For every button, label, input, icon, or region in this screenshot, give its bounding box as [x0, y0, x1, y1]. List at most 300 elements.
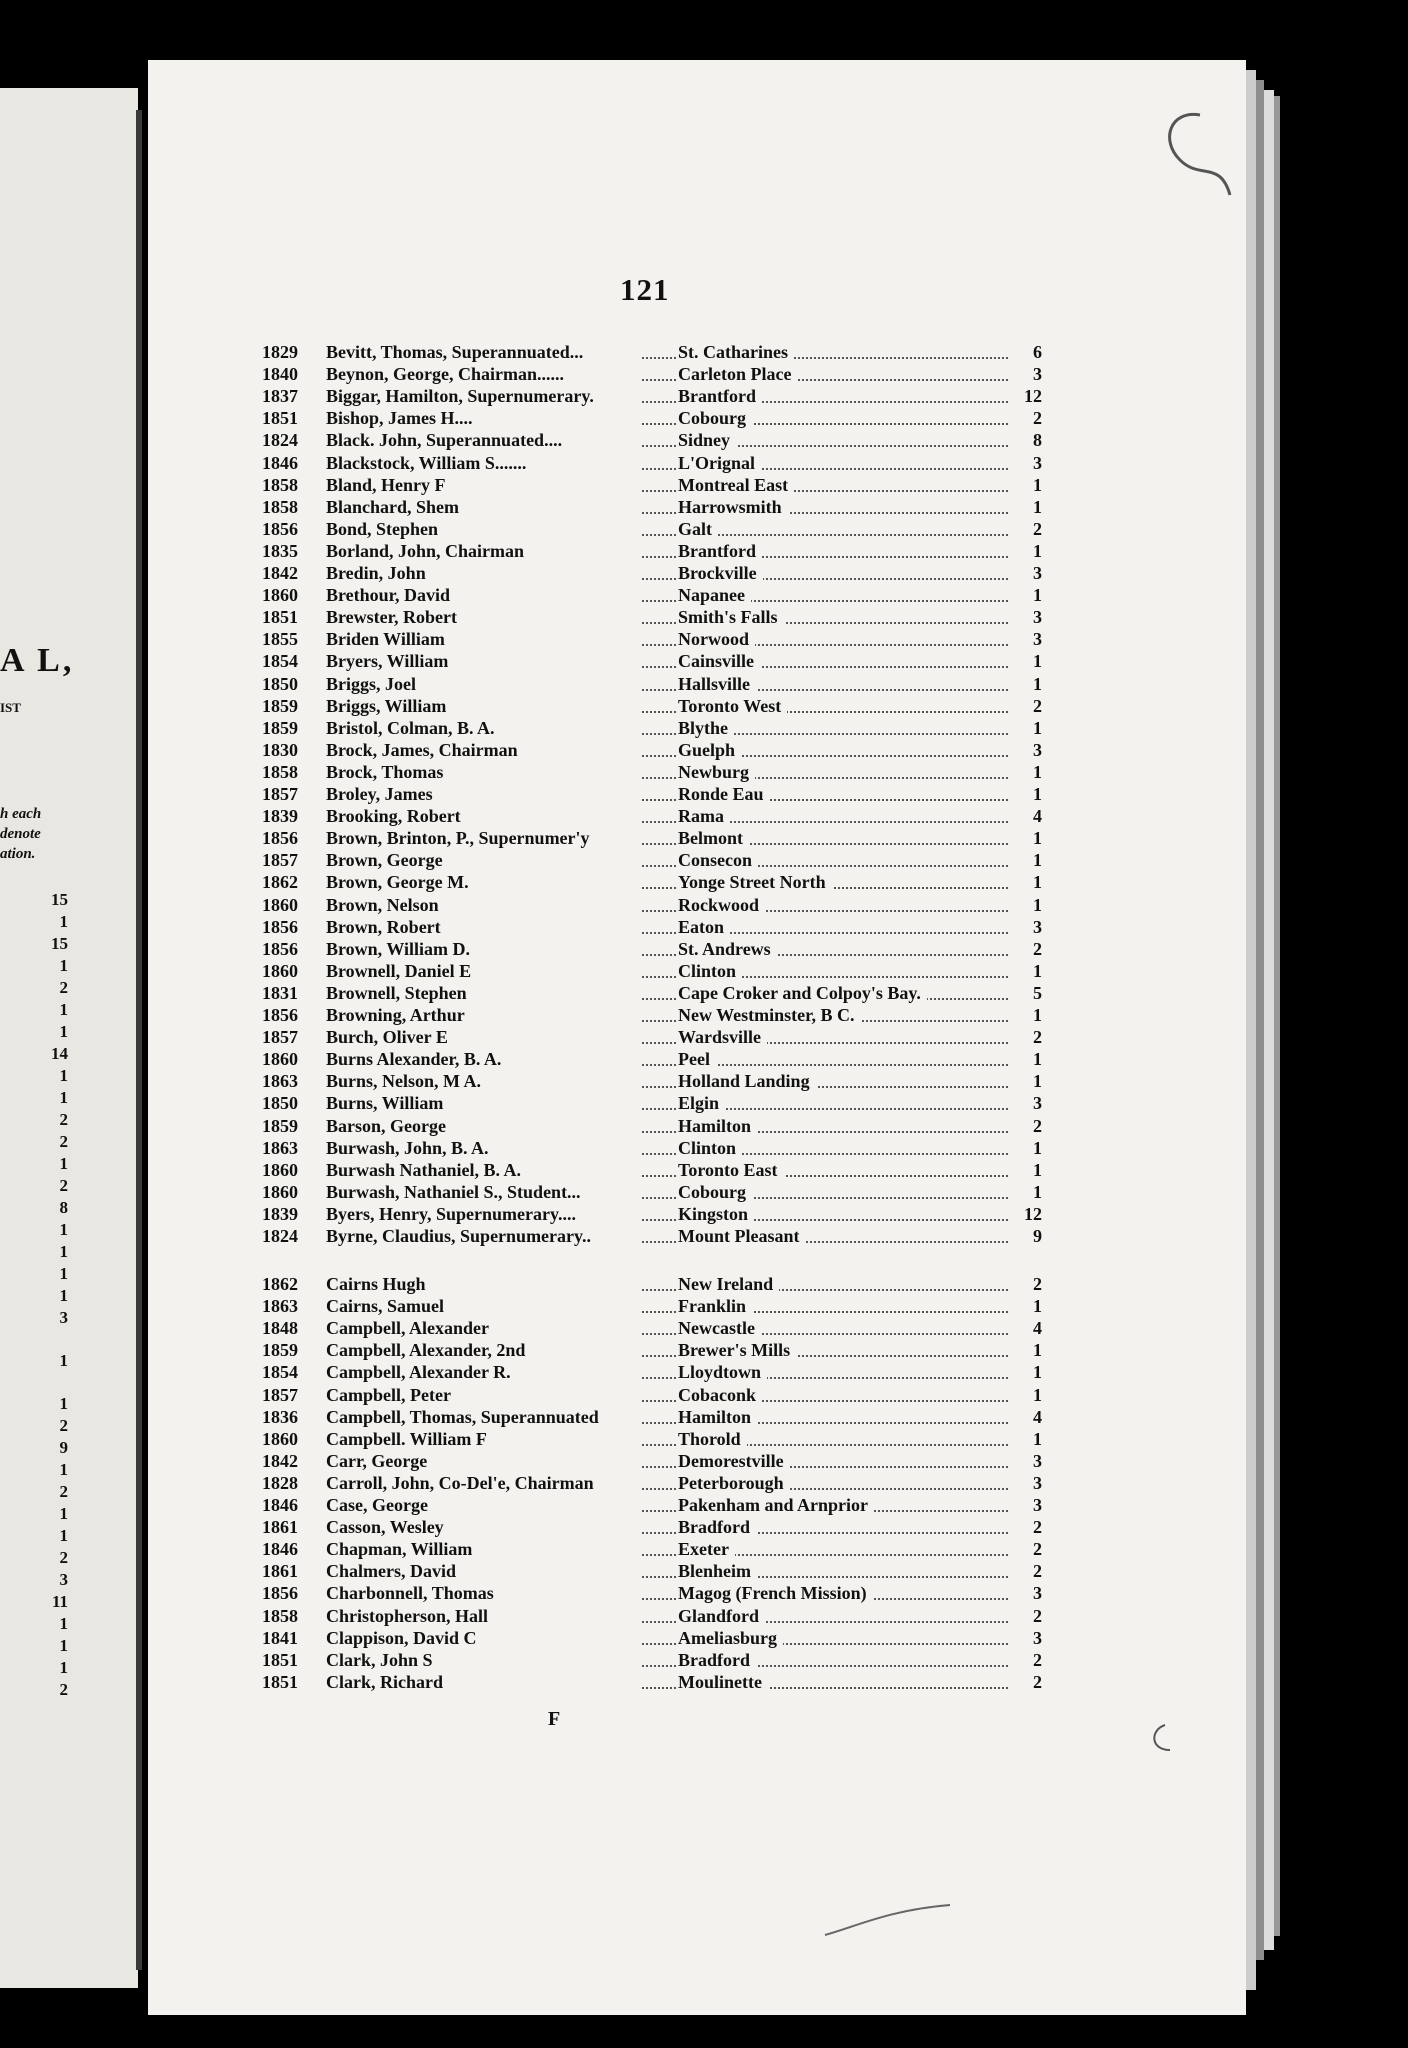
directory-entry: [262, 718, 1042, 740]
entry-count: 2: [1012, 519, 1042, 540]
entry-year: 1839: [262, 1203, 298, 1224]
entry-name: Briden William: [326, 629, 445, 650]
entry-year: 1824: [262, 430, 298, 451]
entry-count: 4: [1012, 806, 1042, 827]
page-edge: [1274, 96, 1280, 1936]
entry-name: Blackstock, William S.......: [326, 452, 527, 473]
entry-year: 1863: [262, 1137, 298, 1158]
left-page-number: 1: [59, 912, 68, 931]
entry-station: Peterborough: [678, 1473, 790, 1494]
entry-count: 3: [1012, 740, 1042, 761]
entry-name: Barson, George: [326, 1115, 446, 1136]
entry-year: 1842: [262, 563, 298, 583]
entry-count: 2: [1012, 1650, 1042, 1671]
entry-station: Cape Croker and Colpoy's Bay.: [678, 983, 927, 1004]
entry-station: Eaton: [678, 917, 730, 938]
entry-year: 1854: [262, 1362, 298, 1383]
entry-name: Biggar, Hamilton, Supernumerary.: [326, 386, 594, 407]
directory-entry: [262, 629, 1042, 651]
entry-station: Holland Landing: [678, 1071, 816, 1092]
left-page: [0, 88, 138, 1988]
directory-entry: [262, 1407, 1042, 1429]
entry-station: Galt: [678, 519, 718, 540]
entry-count: 1: [1012, 1160, 1042, 1181]
entry-station: Consecon: [678, 850, 758, 871]
left-page-number: 1: [59, 1022, 68, 1041]
entry-name: Clark, Richard: [326, 1671, 443, 1692]
entry-count: 1: [1012, 1005, 1042, 1026]
entry-year: 1859: [262, 717, 298, 738]
directory-entry: [262, 1473, 1042, 1495]
entry-station: New Westminster, B C.: [678, 1005, 861, 1026]
entry-station: Belmont: [678, 828, 749, 849]
left-page-number: 1: [59, 1504, 68, 1523]
entry-station: Brantford: [678, 541, 762, 562]
entry-name: Burns, William: [326, 1093, 444, 1114]
entry-station: Toronto East: [678, 1160, 784, 1181]
entry-year: 1846: [262, 452, 298, 473]
directory-entry: [262, 740, 1042, 762]
entry-count: 3: [1012, 1495, 1042, 1516]
left-page-number: 1: [59, 1242, 68, 1261]
entry-station: Bradford: [678, 1650, 756, 1671]
entry-station: Cainsville: [678, 651, 760, 672]
left-page-number: 1: [59, 1066, 68, 1085]
entry-count: 3: [1012, 1451, 1042, 1472]
left-page-number: 1: [59, 1658, 68, 1677]
entry-year: 1835: [262, 540, 298, 561]
left-page-number: 2: [59, 1110, 68, 1129]
entry-count: 3: [1012, 1628, 1042, 1649]
entry-count: 1: [1012, 1182, 1042, 1203]
entry-year: 1839: [262, 806, 298, 827]
directory-entry: [262, 386, 1042, 408]
entry-count: 3: [1012, 453, 1042, 474]
entry-station: Montreal East: [678, 475, 794, 496]
entry-name: Brown, Brinton, P., Supernumer'y: [326, 828, 590, 849]
directory-entry: [262, 651, 1042, 673]
entry-name: Case, George: [326, 1495, 428, 1515]
entry-count: 3: [1012, 917, 1042, 938]
directory-entry: [262, 674, 1042, 696]
entry-count: 2: [1012, 939, 1042, 960]
entry-count: 1: [1012, 828, 1042, 849]
directory-entry: [262, 1561, 1042, 1583]
entry-count: 2: [1012, 1274, 1042, 1295]
entry-name: Charbonnell, Thomas: [326, 1583, 494, 1604]
directory-entry: [262, 607, 1042, 629]
left-page-fragment: ation.: [0, 846, 36, 862]
entry-station: Toronto West: [678, 696, 787, 717]
directory-entry: [262, 696, 1042, 718]
left-page-number: 15: [51, 934, 68, 953]
left-page-number: 1: [59, 1614, 68, 1633]
pencil-mark-icon: [1160, 100, 1240, 210]
entry-count: 1: [1012, 784, 1042, 805]
entry-year: 1861: [262, 1517, 298, 1538]
entry-count: 1: [1012, 961, 1042, 982]
directory-entry: [262, 1451, 1042, 1473]
left-page-number: 1: [59, 1000, 68, 1019]
pencil-mark-icon: [1140, 1720, 1180, 1760]
entry-station: Rama: [678, 806, 730, 827]
entry-count: 2: [1012, 696, 1042, 717]
entry-station: Cobourg: [678, 408, 752, 429]
entry-year: 1831: [262, 982, 298, 1003]
left-page-number: 1: [59, 1636, 68, 1655]
entry-year: 1828: [262, 1472, 298, 1493]
entry-year: 1850: [262, 1093, 298, 1114]
entry-station: Rockwood: [678, 895, 765, 916]
entry-name: Burch, Oliver E: [326, 1027, 448, 1048]
entry-station: Smith's Falls: [678, 607, 784, 628]
directory-entry: [262, 1204, 1042, 1226]
entry-year: 1860: [262, 1159, 298, 1180]
entry-name: Brethour, David: [326, 585, 451, 606]
directory-entry: [262, 1340, 1042, 1362]
left-page-number: 9: [59, 1438, 68, 1457]
entry-name: Chalmers, David: [326, 1561, 456, 1582]
left-page-fragment: h each: [0, 806, 42, 822]
left-page-number: 1: [59, 1264, 68, 1283]
entry-station: Demorestville: [678, 1451, 790, 1472]
entry-year: 1857: [262, 850, 298, 871]
page-edge: [1264, 90, 1274, 1950]
directory-entry: [262, 1274, 1042, 1296]
entry-year: 1859: [262, 695, 298, 716]
entry-name: Brooking, Robert: [326, 806, 461, 827]
entry-station: Clinton: [678, 961, 742, 982]
entry-name: Brock, James, Chairman: [326, 739, 518, 760]
entry-count: 3: [1012, 563, 1042, 584]
pencil-mark-icon: [820, 1900, 960, 1940]
entry-station: Cobourg: [678, 1182, 752, 1203]
entry-station: Newcastle: [678, 1318, 761, 1339]
entry-name: Briggs, William: [326, 695, 447, 716]
entry-year: 1860: [262, 894, 298, 915]
left-page-number: 1: [59, 956, 68, 975]
directory-entry: [262, 917, 1042, 939]
entry-station: Sidney: [678, 430, 736, 451]
page-edge: [1246, 70, 1256, 1990]
entry-station: Glandford: [678, 1606, 765, 1627]
entry-station: Wardsville: [678, 1027, 767, 1048]
entry-name: Beynon, George, Chairman......: [326, 364, 564, 385]
entry-year: 1861: [262, 1561, 298, 1582]
left-page-number: 2: [59, 1132, 68, 1151]
entry-station: Norwood: [678, 629, 755, 650]
entry-year: 1854: [262, 651, 298, 672]
entry-name: Byers, Henry, Supernumerary....: [326, 1203, 576, 1224]
left-page-number: 15: [51, 890, 68, 909]
entry-year: 1837: [262, 386, 298, 407]
entry-station: Napanee: [678, 585, 751, 606]
directory-entry: [262, 1138, 1042, 1160]
left-page-number: 3: [59, 1308, 68, 1327]
entry-count: 1: [1012, 541, 1042, 562]
directory-entry: [262, 364, 1042, 386]
directory-entry: [262, 1650, 1042, 1672]
entry-station: Ronde Eau: [678, 784, 770, 805]
entry-station: St. Catharines: [678, 342, 794, 363]
page-gutter: [136, 110, 142, 1970]
entry-count: 12: [1012, 386, 1042, 407]
directory-entry: [262, 342, 1042, 364]
entry-name: Byrne, Claudius, Supernumerary..: [326, 1226, 592, 1246]
directory-entry: [262, 1583, 1042, 1605]
directory-entry: [262, 1672, 1042, 1694]
entry-year: 1860: [262, 1049, 298, 1070]
entry-count: 9: [1012, 1226, 1042, 1247]
entry-count: 8: [1012, 430, 1042, 451]
entry-station: Peel: [678, 1049, 716, 1070]
left-page-number: 1: [59, 1460, 68, 1479]
entry-year: 1829: [262, 342, 298, 362]
entry-year: 1863: [262, 1296, 298, 1317]
entry-year: 1858: [262, 1605, 298, 1626]
directory-entry: [262, 1628, 1042, 1650]
entry-year: 1840: [262, 364, 298, 385]
entry-name: Carr, George: [326, 1450, 428, 1471]
left-page-number: 2: [59, 1680, 68, 1699]
left-page-number: 14: [51, 1044, 68, 1063]
entry-count: 3: [1012, 629, 1042, 650]
left-page-number: 1: [59, 1154, 68, 1173]
entry-count: 1: [1012, 1071, 1042, 1092]
entry-name: Borland, John, Chairman: [326, 540, 525, 561]
entry-count: 2: [1012, 1561, 1042, 1582]
entry-year: 1856: [262, 916, 298, 937]
entry-name: Brown, Nelson: [326, 894, 439, 915]
entry-year: 1860: [262, 585, 298, 606]
entry-year: 1862: [262, 872, 298, 893]
entry-name: Campbell, Alexander: [326, 1318, 490, 1339]
entry-name: Bishop, James H....: [326, 408, 473, 429]
directory-entry: [262, 1429, 1042, 1451]
entry-name: Clappison, David C: [326, 1627, 477, 1648]
entry-name: Cairns Hugh: [326, 1274, 426, 1294]
entry-year: 1851: [262, 408, 298, 429]
directory-entry: [262, 519, 1042, 541]
entry-name: Brownell, Daniel E: [326, 960, 472, 981]
directory-entry: [262, 585, 1042, 607]
entry-station: Kingston: [678, 1204, 754, 1225]
directory-entry: [262, 939, 1042, 961]
directory-entry: [262, 1182, 1042, 1204]
entry-count: 1: [1012, 674, 1042, 695]
entry-name: Bristol, Colman, B. A.: [326, 717, 495, 738]
entry-station: Guelph: [678, 740, 741, 761]
entry-name: Blanchard, Shem: [326, 496, 460, 517]
entry-year: 1860: [262, 1428, 298, 1449]
directory-entry: [262, 1385, 1042, 1407]
directory-entry: [262, 895, 1042, 917]
entry-name: Campbell, Alexander, 2nd: [326, 1340, 526, 1361]
left-page-number: 2: [59, 1176, 68, 1195]
page-number: 121: [620, 272, 670, 307]
directory-entry: [262, 1318, 1042, 1340]
entry-name: Bredin, John: [326, 563, 426, 583]
entry-year: 1846: [262, 1539, 298, 1560]
entry-name: Bland, Henry F: [326, 474, 446, 495]
directory-entry: [262, 872, 1042, 894]
entry-station: Newburg: [678, 762, 755, 783]
left-page-number: 1: [59, 1286, 68, 1305]
entry-name: Burns Alexander, B. A.: [326, 1049, 502, 1070]
entry-year: 1841: [262, 1627, 298, 1648]
entry-year: 1824: [262, 1226, 298, 1246]
entry-station: Brantford: [678, 386, 762, 407]
left-page-number: 2: [59, 1482, 68, 1501]
entry-year: 1851: [262, 1671, 298, 1692]
entry-year: 1858: [262, 761, 298, 782]
left-page-fragment: A L,: [0, 642, 75, 679]
entry-count: 3: [1012, 1583, 1042, 1604]
entry-count: 3: [1012, 607, 1042, 628]
entry-count: 3: [1012, 1093, 1042, 1114]
entry-name: Campbell, Alexander R.: [326, 1362, 511, 1383]
entry-year: 1860: [262, 1181, 298, 1202]
left-page-number: 2: [59, 1548, 68, 1567]
entry-station: Elgin: [678, 1093, 725, 1114]
left-page-number: 1: [59, 1526, 68, 1545]
entry-name: Campbell, Thomas, Superannuated: [326, 1406, 599, 1427]
directory-entry: [262, 1606, 1042, 1628]
entry-name: Burwash, Nathaniel S., Student...: [326, 1181, 581, 1202]
left-page-number: 8: [59, 1198, 68, 1217]
left-page-number: 1: [59, 1351, 68, 1370]
directory-entry: [262, 430, 1042, 452]
entry-station: Yonge Street North: [678, 872, 832, 893]
entry-name: Cairns, Samuel: [326, 1296, 445, 1317]
directory-entry: [262, 497, 1042, 519]
directory-entry: [262, 806, 1042, 828]
entry-station: Magog (French Mission): [678, 1583, 873, 1604]
entry-name: Chapman, William: [326, 1539, 473, 1560]
entry-count: 1: [1012, 497, 1042, 518]
entry-year: 1856: [262, 1005, 298, 1025]
entry-name: Bryers, William: [326, 651, 449, 672]
entry-count: 2: [1012, 1517, 1042, 1538]
entry-year: 1863: [262, 1071, 298, 1092]
entry-station: L'Orignal: [678, 453, 761, 474]
entry-year: 1862: [262, 1274, 298, 1294]
entry-count: 2: [1012, 1672, 1042, 1693]
entry-year: 1856: [262, 938, 298, 959]
entry-count: 1: [1012, 651, 1042, 672]
entry-name: Clark, John S: [326, 1649, 433, 1670]
entry-name: Brownell, Stephen: [326, 982, 467, 1003]
entry-count: 1: [1012, 1049, 1042, 1070]
entry-count: 2: [1012, 1027, 1042, 1048]
entry-year: 1857: [262, 784, 298, 804]
entry-year: 1830: [262, 739, 298, 760]
directory-entry: [262, 1160, 1042, 1182]
entry-name: Burwash Nathaniel, B. A.: [326, 1159, 522, 1180]
entry-station: Hallsville: [678, 674, 756, 695]
entry-station: Carleton Place: [678, 364, 797, 385]
entry-count: 1: [1012, 1340, 1042, 1361]
directory-entry: [262, 1495, 1042, 1517]
entry-name: Brewster, Robert: [326, 607, 457, 628]
entry-count: 1: [1012, 1296, 1042, 1317]
entry-station: New Ireland: [678, 1274, 779, 1295]
entry-year: 1851: [262, 1649, 298, 1670]
entry-station: Lloydtown: [678, 1362, 767, 1383]
directory-entry: [262, 541, 1042, 563]
directory-entry: [262, 1071, 1042, 1093]
entry-year: 1836: [262, 1406, 298, 1427]
entry-count: 4: [1012, 1318, 1042, 1339]
entry-year: 1860: [262, 960, 298, 981]
entry-year: 1859: [262, 1340, 298, 1361]
entry-year: 1846: [262, 1495, 298, 1515]
entry-year: 1858: [262, 496, 298, 517]
directory-entry: [262, 1027, 1042, 1049]
entry-station: Harrowsmith: [678, 497, 788, 518]
entry-count: 1: [1012, 1385, 1042, 1406]
entry-count: 4: [1012, 1407, 1042, 1428]
entry-name: Bond, Stephen: [326, 518, 439, 539]
entry-name: Burns, Nelson, M A.: [326, 1071, 482, 1092]
directory-entry: [262, 563, 1042, 585]
entry-count: 1: [1012, 762, 1042, 783]
entry-count: 2: [1012, 408, 1042, 429]
entry-name: Black. John, Superannuated....: [326, 430, 563, 451]
left-page-fragment: IST: [0, 700, 21, 715]
entry-station: Cobaconk: [678, 1385, 762, 1406]
entry-name: Briggs, Joel: [326, 673, 416, 694]
entry-station: Pakenham and Arnprior: [678, 1495, 874, 1516]
entry-station: Bradford: [678, 1517, 756, 1538]
left-page-number: 3: [59, 1570, 68, 1589]
entry-count: 12: [1012, 1204, 1042, 1225]
entry-year: 1856: [262, 1583, 298, 1604]
directory-entry: [262, 1116, 1042, 1138]
entry-year: 1850: [262, 673, 298, 694]
entry-count: 6: [1012, 342, 1042, 363]
entry-count: 1: [1012, 718, 1042, 739]
directory-entry: [262, 850, 1042, 872]
directory-entry: [262, 828, 1042, 850]
directory-entry: [262, 1296, 1042, 1318]
entry-name: Brown, George: [326, 850, 443, 871]
left-page-number: 1: [59, 1220, 68, 1239]
entry-name: Brown, George M.: [326, 872, 469, 893]
entry-station: Franklin: [678, 1296, 752, 1317]
entry-name: Brown, William D.: [326, 938, 471, 959]
entry-count: 2: [1012, 1606, 1042, 1627]
entry-station: Brockville: [678, 563, 763, 584]
entry-count: 2: [1012, 1116, 1042, 1137]
left-page-number: 2: [59, 1416, 68, 1435]
entry-name: Broley, James: [326, 784, 433, 804]
entry-year: 1856: [262, 518, 298, 539]
entry-count: 1: [1012, 850, 1042, 871]
directory-entry: [262, 1093, 1042, 1115]
entry-station: Hamilton: [678, 1116, 757, 1137]
page-edge: [1256, 80, 1264, 1960]
entry-name: Christopherson, Hall: [326, 1605, 489, 1626]
directory-entry: [262, 1005, 1042, 1027]
left-page-number: 2: [59, 978, 68, 997]
entry-name: Brock, Thomas: [326, 761, 444, 782]
entry-name: Campbell, Peter: [326, 1384, 451, 1405]
entry-station: Exeter: [678, 1539, 735, 1560]
entry-station: Thorold: [678, 1429, 747, 1450]
entry-name: Burwash, John, B. A.: [326, 1137, 489, 1158]
entry-station: Ameliasburg: [678, 1628, 783, 1649]
